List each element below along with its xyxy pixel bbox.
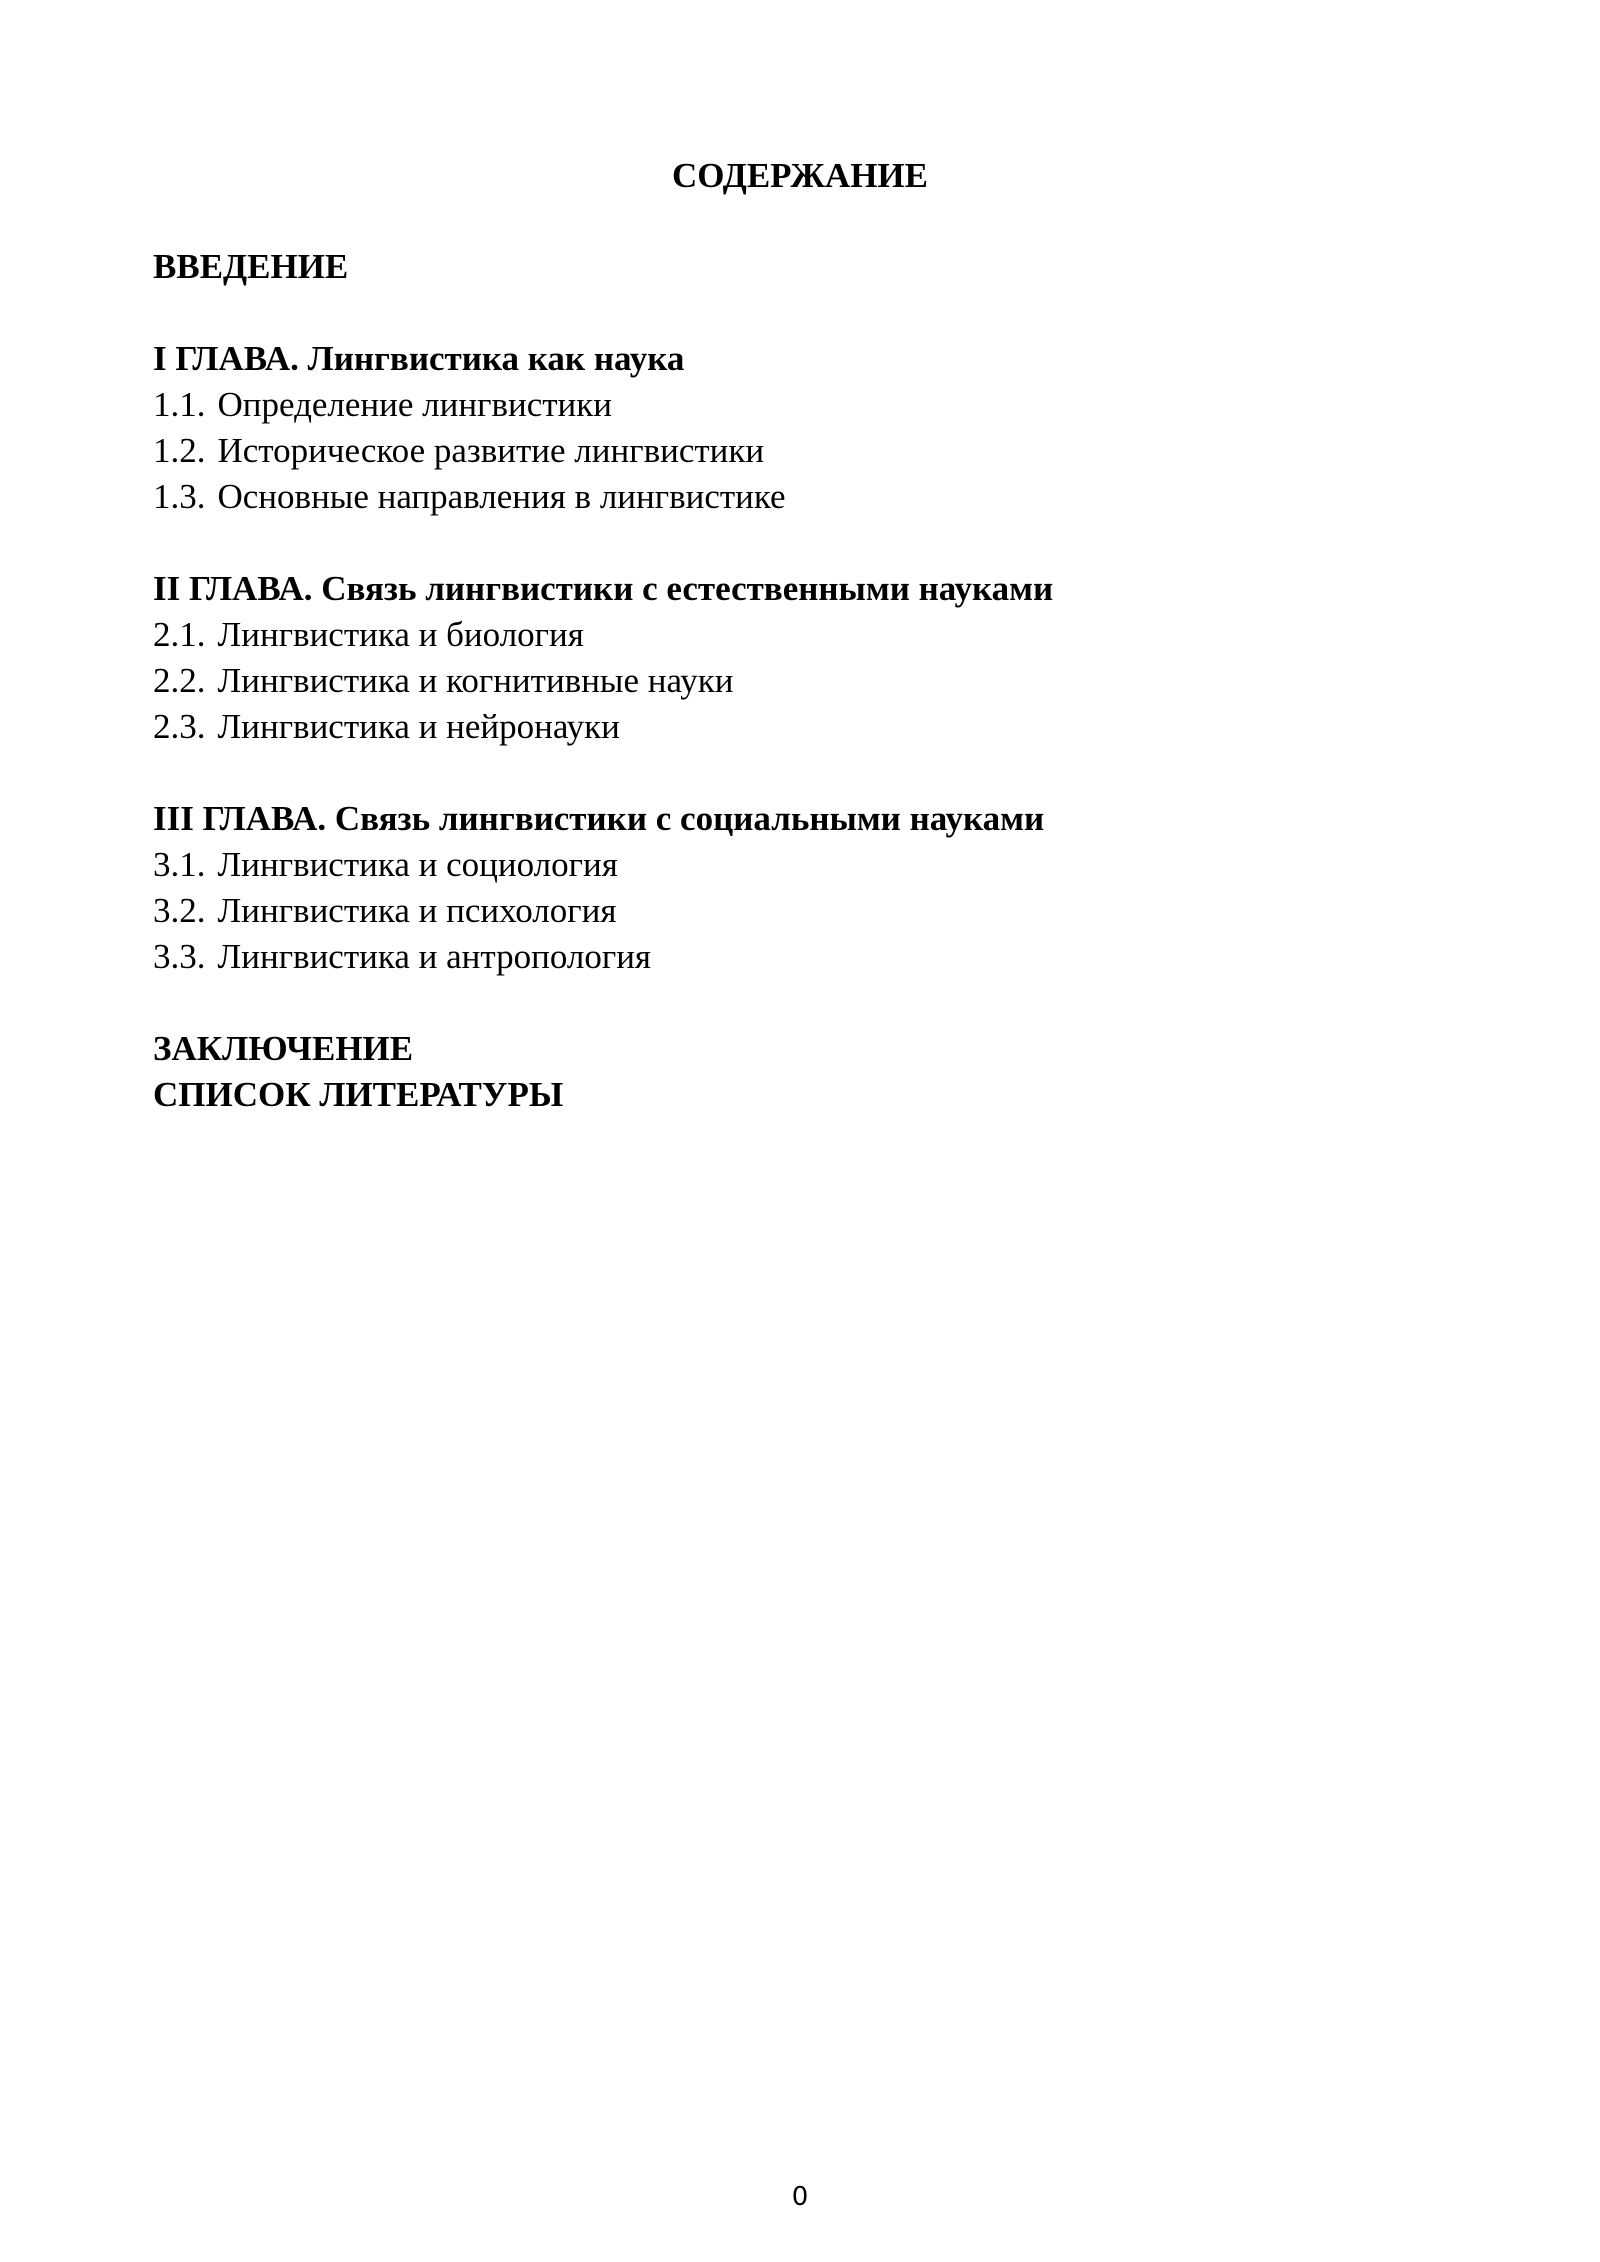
toc-item-number: 1.3.: [153, 477, 206, 516]
toc-item-number: 1.1.: [153, 385, 206, 424]
toc-item-text: Основные направления в лингвистике: [217, 477, 786, 516]
toc-item-text: Лингвистика и социология: [217, 845, 618, 884]
toc-item-text: Лингвистика и биология: [217, 615, 584, 654]
toc-item-text: Лингвистика и антропология: [217, 937, 652, 976]
toc-item-text: Определение лингвистики: [217, 385, 613, 424]
toc-item-1-2: [153, 428, 1453, 474]
toc-item-3-1: [153, 842, 1453, 888]
toc-item-number: 3.3.: [153, 937, 206, 976]
toc-item-2-1: [153, 612, 1453, 658]
toc-item-3-3: [153, 934, 1453, 980]
table-of-contents: [153, 244, 1453, 1118]
toc-conclusion: ЗАКЛЮЧЕНИЕ: [153, 1029, 414, 1068]
toc-item-number: 3.1.: [153, 845, 206, 884]
toc-item-3-2: [153, 888, 1453, 934]
toc-item-number: 2.1.: [153, 615, 206, 654]
toc-item-number: 1.2.: [153, 431, 206, 470]
toc-item-2-2: [153, 658, 1453, 704]
toc-item-number: 3.2.: [153, 891, 206, 930]
toc-item-number: 2.2.: [153, 661, 206, 700]
toc-item-text: Лингвистика и когнитивные науки: [217, 661, 734, 700]
toc-item-number: 2.3.: [153, 707, 206, 746]
toc-item-1-3: [153, 474, 1453, 520]
toc-introduction: ВВЕДЕНИЕ: [153, 247, 349, 286]
toc-chapter-2-heading: II ГЛАВА. Связь лингвистики с естественными науками: [153, 569, 1054, 608]
toc-item-1-1: [153, 382, 1453, 428]
toc-bibliography: СПИСОК ЛИТЕРАТУРЫ: [153, 1075, 564, 1114]
toc-chapter-3-heading: III ГЛАВА. Связь лингвистики с социальными науками: [153, 799, 1045, 838]
toc-item-text: Лингвистика и нейронауки: [217, 707, 620, 746]
toc-item-2-3: [153, 704, 1453, 750]
toc-item-text: Историческое развитие лингвистики: [217, 431, 765, 470]
toc-item-text: Лингвистика и психология: [217, 891, 617, 930]
page-title: СОДЕРЖАНИЕ: [671, 156, 928, 195]
toc-chapter-1-heading: I ГЛАВА. Лингвистика как наука: [153, 339, 685, 378]
page-number: 0: [791, 2182, 809, 2212]
